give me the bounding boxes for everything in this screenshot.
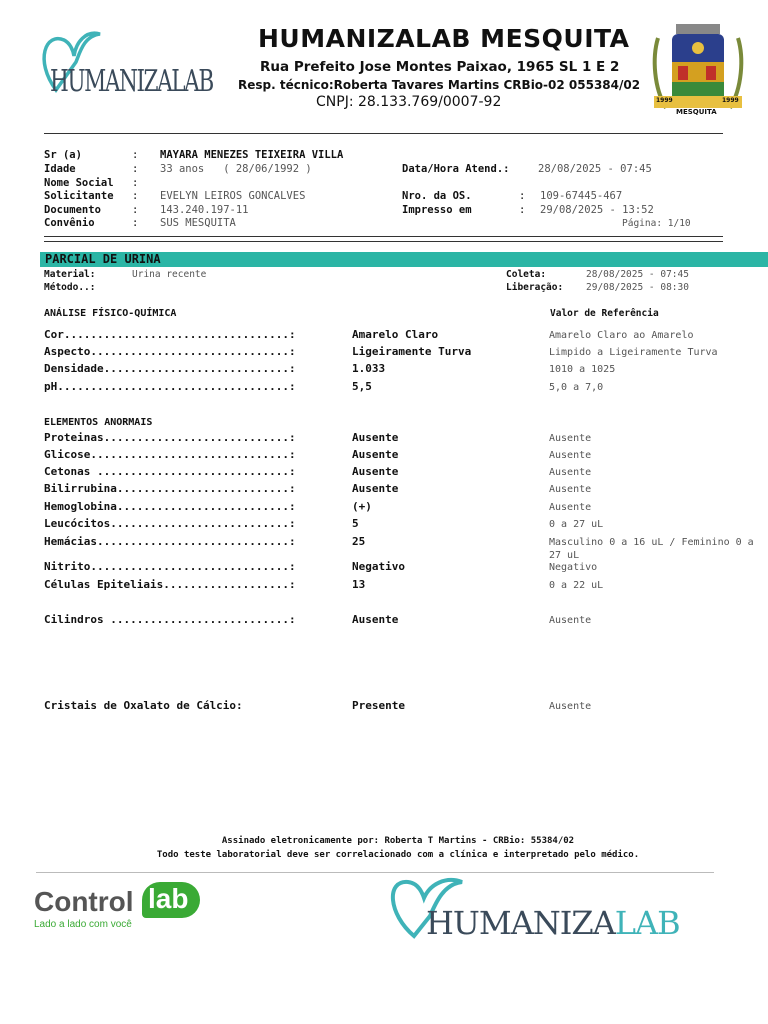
humanizalab-logo bbox=[40, 26, 230, 100]
disclaimer-text: Todo teste laboratorial deve ser correlacionado com a clínica e interpretado pelo médico. bbox=[156, 850, 640, 860]
footer-divider bbox=[36, 872, 714, 873]
controllab-text-a: Control bbox=[34, 886, 134, 917]
solicitante-label: Solicitante bbox=[44, 190, 114, 202]
result-label: Hemoglobina..........................: bbox=[44, 500, 296, 513]
result-reference: 0 a 22 uL bbox=[549, 580, 604, 591]
section-elementos-anormais: ELEMENTOS ANORMAIS bbox=[44, 417, 153, 428]
controllab-logo bbox=[34, 880, 204, 932]
result-label: Densidade............................: bbox=[44, 362, 296, 375]
crest-banner: MESQUITA bbox=[676, 108, 717, 116]
result-value: 5 bbox=[352, 517, 359, 530]
os-colon: : bbox=[519, 190, 526, 202]
nome-social-label: Nome Social bbox=[44, 177, 114, 189]
controllab-tagline: Lado a lado com você bbox=[34, 919, 132, 930]
controllab-text-b: lab bbox=[148, 883, 189, 914]
result-value: (+) bbox=[352, 500, 372, 513]
impresso-label: Impresso em bbox=[402, 204, 472, 216]
result-label: Células Epiteliais...................: bbox=[44, 578, 296, 591]
result-label: Proteinas............................: bbox=[44, 431, 296, 444]
result-reference: Ausente bbox=[549, 467, 592, 478]
result-reference: 0 a 27 uL bbox=[549, 519, 604, 530]
crest-year-right: 1999 bbox=[722, 97, 739, 104]
solicitante-colon: : bbox=[132, 190, 139, 202]
sr-colon: : bbox=[132, 149, 139, 161]
os-value: 109-67445-467 bbox=[540, 190, 623, 202]
result-label: Cilindros ...........................: bbox=[44, 613, 296, 626]
result-value: 25 bbox=[352, 535, 366, 548]
result-value: Negativo bbox=[352, 560, 405, 573]
result-reference: Negativo bbox=[549, 562, 598, 573]
material-value: Urina recente bbox=[132, 269, 207, 280]
result-reference: Ausente bbox=[549, 615, 592, 626]
reference-header: Valor de Referência bbox=[550, 308, 659, 319]
data-hora-value: 28/08/2025 - 07:45 bbox=[538, 163, 652, 175]
divider bbox=[44, 241, 723, 242]
result-value: Ligeiramente Turva bbox=[352, 345, 472, 358]
documento-colon: : bbox=[132, 204, 139, 216]
result-reference: Amarelo Claro ao Amarelo bbox=[549, 330, 694, 341]
convenio-label: Convênio bbox=[44, 217, 95, 229]
result-label: Cor..................................: bbox=[44, 328, 296, 341]
result-label: Cristais de Oxalato de Cálcio: bbox=[44, 699, 243, 712]
sr-label: Sr (a) bbox=[44, 149, 82, 161]
lab-cnpj: CNPJ: 28.133.769/0007-92 bbox=[316, 94, 502, 110]
result-reference: Ausente bbox=[549, 484, 592, 495]
idade-colon: : bbox=[132, 163, 139, 175]
result-label: Leucócitos...........................: bbox=[44, 517, 296, 530]
lab-title: HUMANIZALAB MESQUITA bbox=[258, 24, 630, 53]
result-reference: Limpido a Ligeiramente Turva bbox=[549, 347, 718, 358]
result-reference: Ausente bbox=[549, 450, 592, 461]
result-value: 13 bbox=[352, 578, 366, 591]
sr-value: MAYARA MENEZES TEIXEIRA VILLA bbox=[160, 149, 344, 161]
solicitante-value: EVELYN LEIROS GONCALVES bbox=[160, 190, 306, 202]
result-label: Nitrito..............................: bbox=[44, 560, 296, 573]
material-label: Material: bbox=[44, 269, 96, 280]
footer-logo-text-a: HUMANIZA bbox=[426, 904, 615, 942]
page-number: Página: 1/10 bbox=[622, 218, 691, 229]
result-label: Hemácias.............................: bbox=[44, 535, 296, 548]
logo-text: HUMANIZALAB bbox=[50, 64, 213, 99]
result-value: Ausente bbox=[352, 431, 399, 444]
nome-social-colon: : bbox=[132, 177, 139, 189]
municipal-crest-icon bbox=[650, 18, 746, 122]
metodo-label: Método..: bbox=[44, 282, 96, 293]
signature-text: Assinado eletronicamente por: Roberta T Martins - CRBio: 55384/02 bbox=[221, 836, 575, 846]
result-label: Glicose..............................: bbox=[44, 448, 296, 461]
result-reference: 1010 a 1025 bbox=[549, 364, 616, 375]
documento-label: Documento bbox=[44, 204, 101, 216]
exam-title: PARCIAL DE URINA bbox=[45, 252, 161, 266]
result-label: Bilirrubina..........................: bbox=[44, 482, 296, 495]
idade-value: 33 anos ( 28/06/1992 ) bbox=[160, 163, 312, 175]
coleta-value: 28/08/2025 - 07:45 bbox=[586, 269, 689, 280]
humanizalab-footer-logo bbox=[384, 874, 724, 944]
lab-responsible: Resp. técnico:Roberta Tavares Martins CRBio-02 055384/02 bbox=[238, 78, 641, 92]
result-value: Ausente bbox=[352, 465, 399, 478]
convenio-colon: : bbox=[132, 217, 139, 229]
data-hora-label: Data/Hora Atend.: bbox=[402, 163, 510, 175]
result-value: Amarelo Claro bbox=[352, 328, 439, 341]
footer-logo-text-b: LAB bbox=[614, 904, 680, 942]
convenio-value: SUS MESQUITA bbox=[160, 217, 236, 229]
result-label: Aspecto..............................: bbox=[44, 345, 296, 358]
documento-value: 143.240.197-11 bbox=[160, 204, 249, 216]
section-fisico-quimica: ANÁLISE FÍSICO-QUÍMICA bbox=[44, 308, 177, 319]
liberacao-label: Liberação: bbox=[506, 282, 564, 293]
lab-address: Rua Prefeito Jose Montes Paixao, 1965 SL 1 E 2 bbox=[260, 59, 620, 75]
crest-year-left: 1999 bbox=[656, 97, 673, 104]
result-reference: Ausente bbox=[549, 502, 592, 513]
result-label: pH...................................: bbox=[44, 380, 296, 393]
idade-label: Idade bbox=[44, 163, 76, 175]
liberacao-value: 29/08/2025 - 08:30 bbox=[586, 282, 689, 293]
result-value: 1.033 bbox=[352, 362, 386, 375]
coleta-label: Coleta: bbox=[506, 269, 547, 280]
result-value: Presente bbox=[352, 699, 405, 712]
footer-logo-wordmark bbox=[426, 904, 680, 942]
result-label: Cetonas .............................: bbox=[44, 465, 296, 478]
impresso-colon: : bbox=[519, 204, 526, 216]
divider bbox=[44, 236, 723, 237]
result-reference: Masculino 0 a 16 uL / Feminino 0 a 27 uL bbox=[549, 537, 754, 561]
result-value: Ausente bbox=[352, 482, 399, 495]
result-value: Ausente bbox=[352, 613, 399, 626]
result-reference: 5,0 a 7,0 bbox=[549, 382, 604, 393]
impresso-value: 29/08/2025 - 13:52 bbox=[540, 204, 654, 216]
result-reference: Ausente bbox=[549, 701, 592, 712]
result-value: 5,5 bbox=[352, 380, 372, 393]
result-value: Ausente bbox=[352, 448, 399, 461]
os-label: Nro. da OS. bbox=[402, 190, 472, 202]
result-reference: Ausente bbox=[549, 433, 592, 444]
divider bbox=[44, 133, 723, 134]
